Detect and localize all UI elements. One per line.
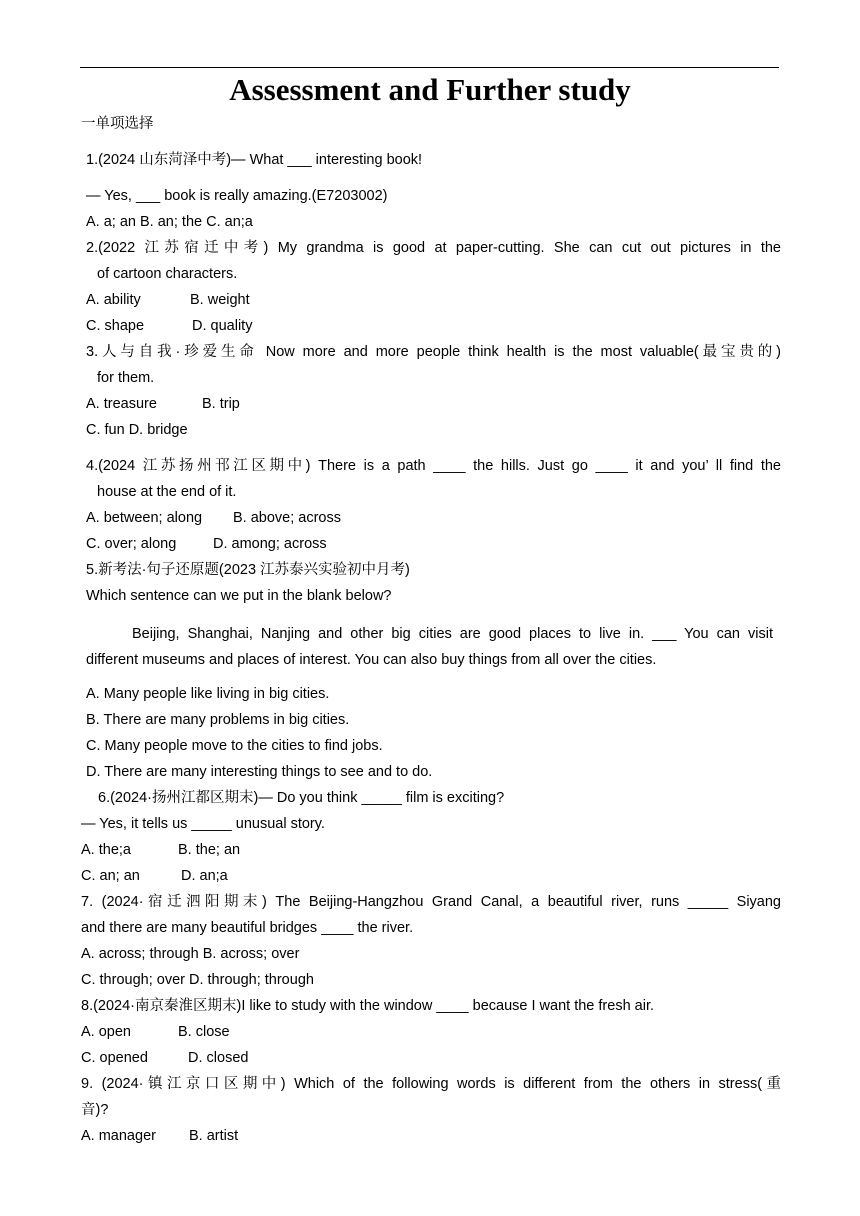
question-4-option-a: A. between; along xyxy=(86,510,203,526)
question-1-reply: — Yes, ___ book is really amazing.(E7203002) xyxy=(86,188,388,204)
question-6-option-a: A. the;a xyxy=(81,842,131,858)
question-5-option-d: D. There are many interesting things to see and to do. xyxy=(86,764,433,780)
question-7-options-ab: A. across; through B. across; over xyxy=(81,946,300,962)
question-2-option-c: C. shape xyxy=(86,318,145,334)
question-6-option-c: C. an; an xyxy=(81,868,140,884)
question-3-options-cd: C. fun D. bridge xyxy=(86,422,188,438)
question-8-option-d: D. closed xyxy=(188,1050,249,1066)
question-7-stem-line1: 7. (2024·宿迁泗阳期末) The Beijing-Hangzhou Grand Canal, a beautiful river, runs _____ Siyang xyxy=(81,894,781,910)
question-9-stem-line1: 9. (2024·镇江京口区期中) Which of the following words is different from the others in stress(重 xyxy=(81,1076,781,1092)
question-5-passage-line2: different museums and places of interest. You can also buy things from all over the cities. xyxy=(86,652,657,668)
question-2-option-a: A. ability xyxy=(86,292,141,308)
question-3-stem-line1: 3.人与自我·珍爱生命 Now more and more people think health is the most valuable(最宝贵的) xyxy=(86,344,781,360)
header-rule xyxy=(80,67,779,68)
question-6-option-d: D. an;a xyxy=(181,868,228,884)
question-3-option-b: B. trip xyxy=(202,396,240,412)
question-4-option-c: C. over; along xyxy=(86,536,177,552)
question-1-options: A. a; an B. an; the C. an;a xyxy=(86,214,253,230)
question-8-stem: 8.(2024·南京秦淮区期末)I like to study with the window ____ because I want the fresh air. xyxy=(81,998,655,1014)
question-2-option-b: B. weight xyxy=(190,292,250,308)
section-heading: 一单项选择 xyxy=(81,116,154,132)
question-8-option-a: A. open xyxy=(81,1024,131,1040)
question-5-option-c: C. Many people move to the cities to find jobs. xyxy=(86,738,383,754)
question-5-option-a: A. Many people like living in big cities. xyxy=(86,686,330,702)
question-9-option-a: A. manager xyxy=(81,1128,156,1144)
question-3-stem-line2: for them. xyxy=(97,370,155,386)
question-4-option-b: B. above; across xyxy=(233,510,341,526)
question-2-stem-line1: 2.(2022 江苏宿迁中考) My grandma is good at paper-cutting. She can cut out pictures in the xyxy=(86,240,781,256)
question-6-reply: — Yes, it tells us _____ unusual story. xyxy=(81,816,325,832)
question-6-option-b: B. the; an xyxy=(178,842,241,858)
question-3-option-a: A. treasure xyxy=(86,396,157,412)
question-4-stem-line1: 4.(2024 江苏扬州邗江区期中) There is a path ____ the hills. Just go ____ it and you’ ll find the xyxy=(86,458,781,474)
question-2-stem-line2: of cartoon characters. xyxy=(97,266,238,282)
question-5-stem-line1: 5.新考法·句子还原题(2023 江苏泰兴实验初中月考) xyxy=(86,562,410,578)
question-6-stem: 6.(2024·扬州江都区期末)— Do you think _____ film is exciting? xyxy=(98,790,505,806)
question-5-option-b: B. There are many problems in big cities. xyxy=(86,712,350,728)
question-4-stem-line2: house at the end of it. xyxy=(97,484,237,500)
page-title: Assessment and Further study xyxy=(229,72,631,107)
question-7-stem-line2: and there are many beautiful bridges ____ the river. xyxy=(81,920,414,936)
question-8-option-c: C. opened xyxy=(81,1050,148,1066)
question-5-passage-line1: Beijing, Shanghai, Nanjing and other big cities are good places to live in. ___ You can visit xyxy=(132,626,773,642)
question-9-stem-line2: 音)? xyxy=(81,1102,109,1118)
question-7-options-cd: C. through; over D. through; through xyxy=(81,972,314,988)
question-1-stem: 1.(2024 山东菏泽中考)— What ___ interesting book! xyxy=(86,152,423,168)
question-5-stem-line2: Which sentence can we put in the blank below? xyxy=(86,588,392,604)
question-2-option-d: D. quality xyxy=(192,318,253,334)
question-8-option-b: B. close xyxy=(178,1024,230,1040)
question-9-option-b: B. artist xyxy=(189,1128,239,1144)
question-4-option-d: D. among; across xyxy=(213,536,327,552)
